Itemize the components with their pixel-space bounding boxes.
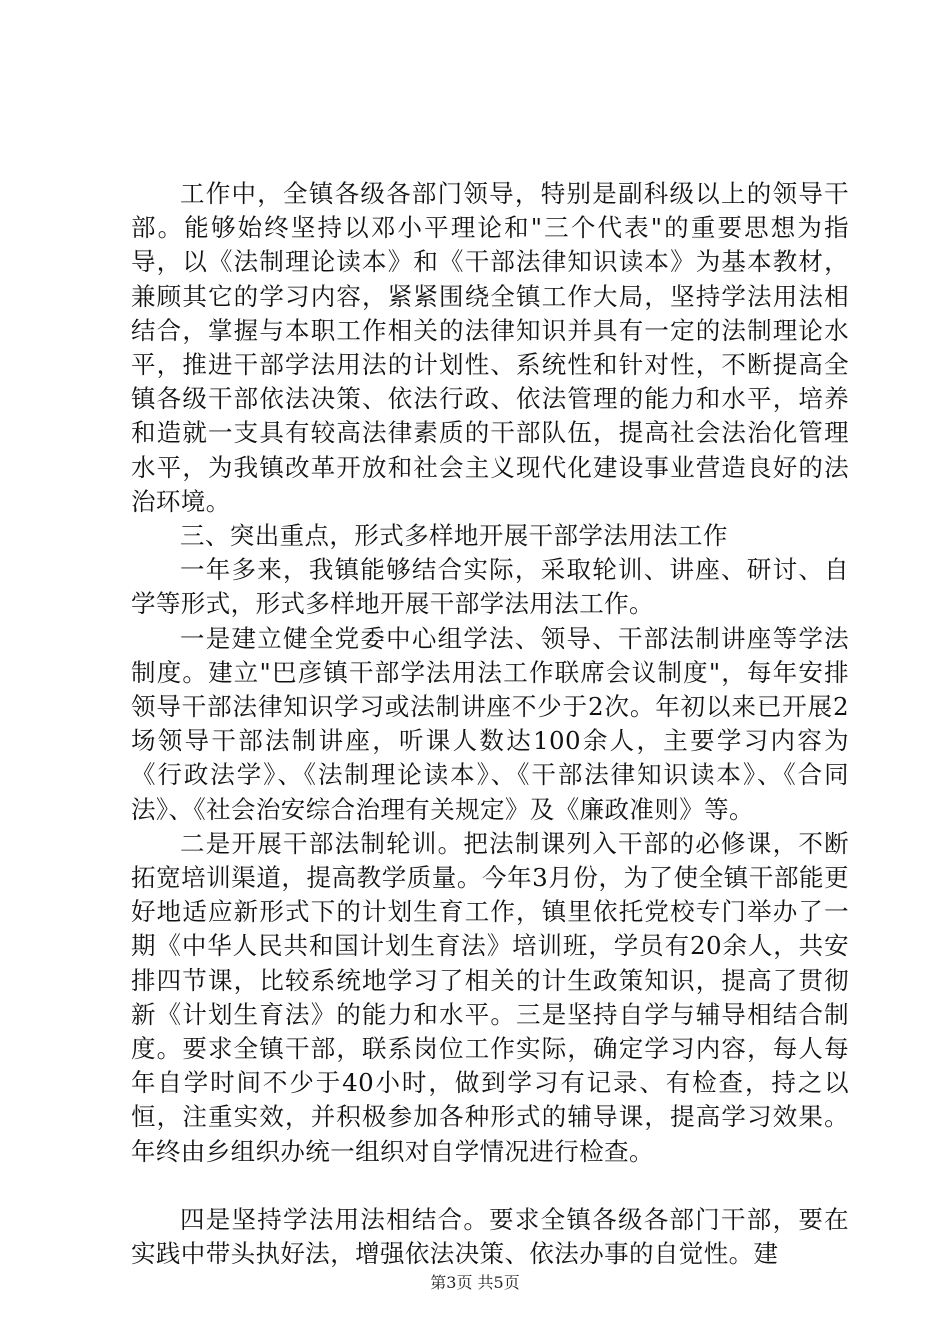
paragraph-intro-forms: 一年多来，我镇能够结合实际，采取轮训、讲座、研讨、自学等形式，形式多样地开展干部学法用法工作。 xyxy=(131,555,849,619)
document-body xyxy=(131,177,849,1271)
paragraph-system-building: 一是建立健全党委中心组学法、领导、干部法制讲座等学法制度。建立"巴彦镇干部学法用法工作联席会议制度"，每年安排领导干部法律知识学习或法制讲座不少于2次。年初以来已开展2场领导干部法制讲座，听课人数达100余人，主要学习内容为《行政法学》、《法制理论读本》、《干部法律知识读本》、《合同法》、《社会治安综合治理有关规定》及《廉政准则》等。 xyxy=(131,623,849,824)
paragraph-leadership-study: 工作中，全镇各级各部门领导，特别是副科级以上的领导干部。能够始终坚持以邓小平理论和"三个代表"的重要思想为指导，以《法制理论读本》和《干部法律知识读本》为基本教材，兼顾其它的学习内容，紧紧围绕全镇工作大局，坚持学法用法相结合，掌握与本职工作相关的法律知识并具有一定的法制理论水平，推进干部学法用法的计划性、系统性和针对性，不断提高全镇各级干部依法决策、依法行政、依法管理的能力和水平，培养和造就一支具有较高法律素质的干部队伍，提高社会法治化管理水平，为我镇改革开放和社会主义现代化建设事业营造良好的法治环境。 xyxy=(131,179,849,516)
section-heading-three: 三、突出重点，形式多样地开展干部学法用法工作 xyxy=(180,521,728,551)
paragraph-practice: 四是坚持学法用法相结合。要求全镇各级各部门干部，要在实践中带头执好法，增强依法决策、依法办事的自觉性。建 xyxy=(131,1204,849,1269)
paragraph-training: 二是开展干部法制轮训。把法制课列入干部的必修课，不断拓宽培训渠道，提高教学质量。今年3月份，为了使全镇干部能更好地适应新形式下的计划生育工作，镇里依托党校专门举办了一期《中华人民共和国计划生育法》培训班，学员有20余人，共安排四节课，比较系统地学习了相关的计生政策知识，提高了贯彻新《计划生育法》的能力和水平。三是坚持自学与辅导相结合制度。要求全镇干部，联系岗位工作实际，确定学习内容，每人每年自学时间不少于40小时，做到学习有记录、有检查，持之以恒，注重实效，并积极参加各种形式的辅导课，提高学习效果。年终由乡组织办统一组织对自学情况进行检查。 xyxy=(131,828,849,1166)
page-number: 第3页 共5页 xyxy=(430,1273,520,1292)
